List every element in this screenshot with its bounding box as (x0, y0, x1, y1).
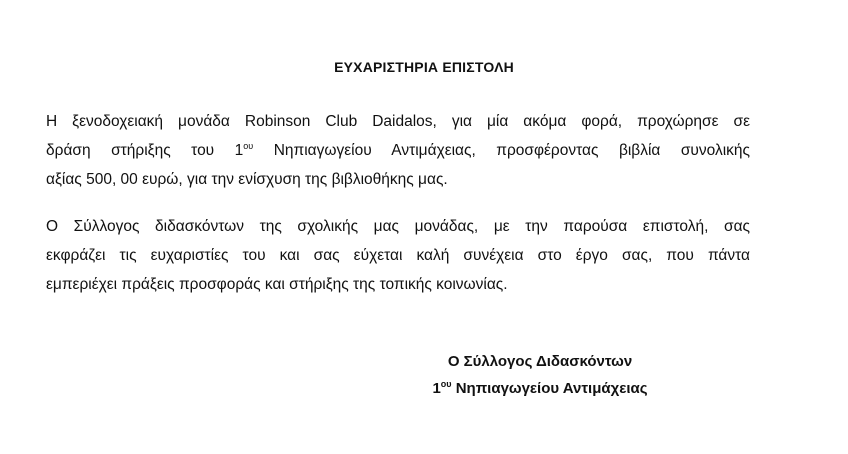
signature-line-school (400, 375, 680, 402)
paragraph-line: αξίας 500, 00 ευρώ, για την ενίσχυση της βιβλιοθήκης μας. (46, 171, 448, 188)
text-fragment: 1 (432, 380, 441, 397)
paragraph-donation (46, 107, 750, 194)
paragraph-line: εκφράζει τις ευχαριστίες του και σας εύχεται καλή συνέχεια στο έργο σας, που πάντα (46, 247, 750, 264)
superscript-ordinal: ου (440, 379, 452, 389)
text-fragment: Νηπιαγωγείου Αντιμάχειας (451, 380, 648, 397)
paragraph-line: εμπεριέχει πράξεις προσφοράς και στήριξης της τοπικής κοινωνίας. (46, 276, 508, 293)
paragraph-line: Ο Σύλλογος διδασκόντων της σχολικής μας μονάδας, με την παρούσα επιστολή, σας (46, 218, 750, 235)
signature-block (400, 348, 680, 402)
signature-line-association: Ο Σύλλογος Διδασκόντων (447, 353, 633, 370)
paragraph-line: Η ξενοδοχειακή μονάδα Robinson Club Daidalos, για μία ακόμα φορά, προχώρησε σε (46, 113, 750, 130)
paragraph-thanks (46, 212, 750, 299)
letter-title: ΕΥΧΑΡΙΣΤΗΡΙΑ ΕΠΙΣΤΟΛΗ (334, 59, 514, 75)
text-fragment: Νηπιαγωγείου Αντιμάχειας, προσφέροντας βιβλία συνολικής (253, 142, 751, 159)
paragraph-line (46, 136, 750, 165)
text-fragment: δράση στήριξης του 1 (46, 142, 244, 159)
superscript-ordinal: ου (243, 140, 254, 151)
